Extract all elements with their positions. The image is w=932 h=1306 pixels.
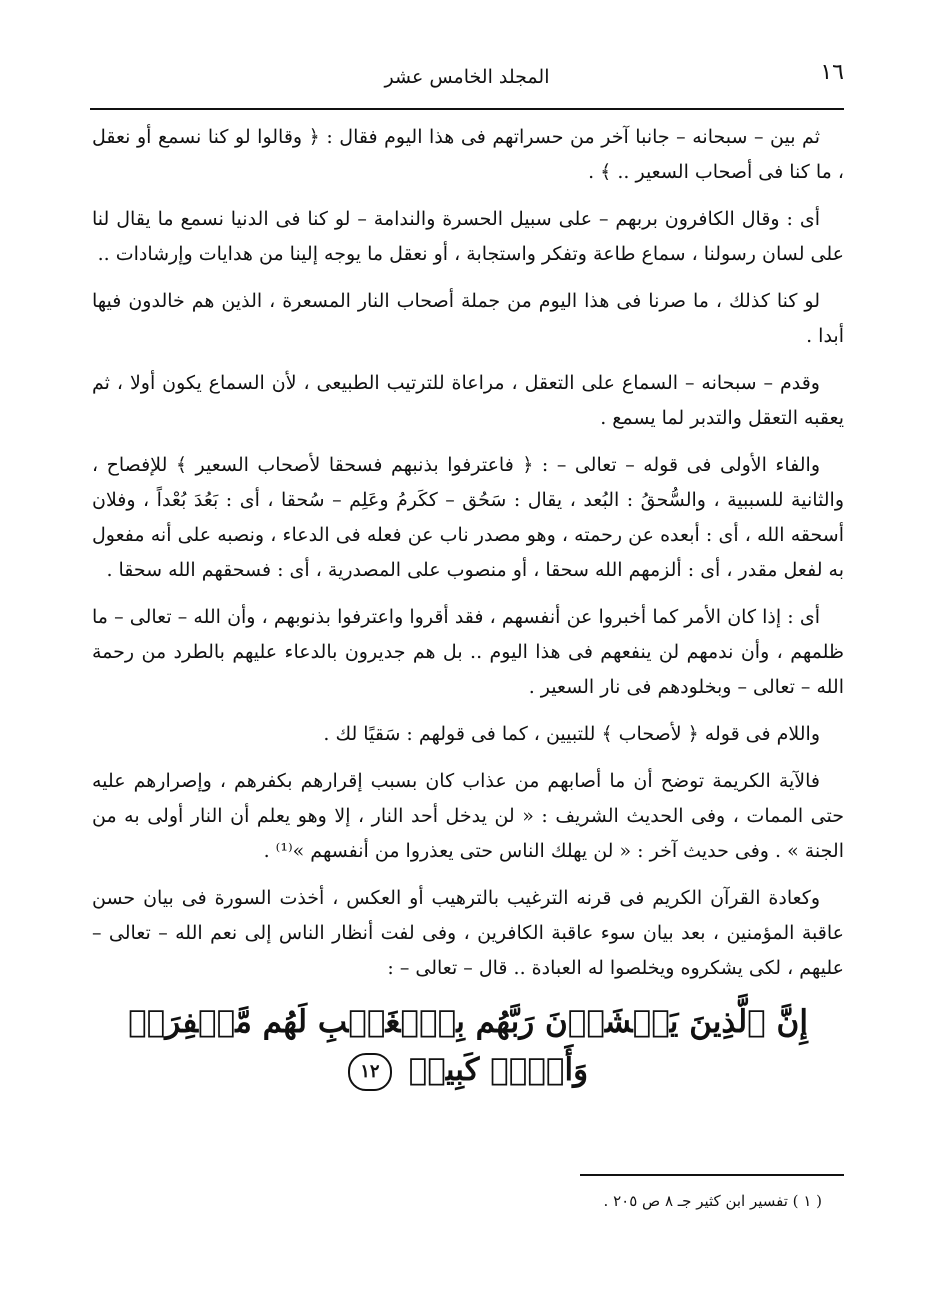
verse-number-marker: ١٢ [348, 1053, 392, 1091]
footnote-divider [580, 1174, 844, 1176]
footnote: ( ١ ) تفسير ابن كثير جـ ٨ ص ٢٠٥ . [603, 1192, 822, 1210]
page-body [92, 120, 844, 1094]
page-number: ١٦ [820, 60, 844, 85]
paragraph: ثم بين – سبحانه – جانبا آخر من حسراتهم فى هذا اليوم فقال : ﴿ وقالوا لو كنا نسمع أو نعقل ، ما كنا فى أصحاب السعير .. ﴾ . [92, 126, 844, 183]
paragraph: لو كنا كذلك ، ما صرنا فى هذا اليوم من جملة أصحاب النار المسعرة ، الذين هم خالدون فيها أبدا . [92, 290, 844, 347]
verse-text: إِنَّ ٱلَّذِينَ يَخۡشَوۡنَ رَبَّهُم بِٱلۡغَيۡبِ لَهُم مَّغۡفِرَةٞ وَأَجۡرٞ كَبِيرٞ [128, 1004, 808, 1088]
page-header [90, 58, 844, 110]
paragraph: فالآية الكريمة توضح أن ما أصابهم من عذاب كان بسبب إقرارهم بكفرهم ، وإصرارهم عليه حتى الممات ، وفى الحديث الشريف : « لن يدخل أحد النار ، إلا وهو يعلم أن النار أولى به من الجنة » . وفى حديث آخر : « لن يهلك الناس حتى يعذروا من أنفسهم »⁽¹⁾ . [92, 770, 844, 862]
paragraph: والفاء الأولى فى قوله – تعالى – : ﴿ فاعترفوا بذنبهم فسحقا لأصحاب السعير ﴾ للإفصاح ، والثانية للسببية ، والسُّحقُ : البُعد ، يقال : سَحُق – ككَرمُ وعَلِم – سُحقا ، أى : بَعُدَ بُعْداً ، وفلان أسحقه الله ، أى : أبعده عن رحمته ، وهو مصدر ناب عن فعله فى الدعاء ، ونصبه على أنه مفعول به لفعل مقدر ، أى : ألزمهم الله سحقا ، أو منصوب على المصدرية ، أى : فسحقهم الله سحقا . [92, 454, 844, 581]
quran-verse [92, 998, 844, 1094]
running-title: المجلد الخامس عشر [384, 66, 550, 88]
paragraph: وكعادة القرآن الكريم فى قرنه الترغيب بالترهيب أو العكس ، أخذت السورة فى بيان حسن عاقبة المؤمنين ، بعد بيان سوء عاقبة الكافرين ، وفى لفت أنظار الناس إلى نعم الله – تعالى – عليهم ، لكى يشكروه ويخلصوا له العبادة .. قال – تعالى – : [92, 887, 844, 979]
paragraph: وقدم – سبحانه – السماع على التعقل ، مراعاة للترتيب الطبيعى ، لأن السماع يكون أولا ، ثم يعقبه التعقل والتدبر لما يسمع . [92, 372, 844, 429]
paragraph: أى : إذا كان الأمر كما أخبروا عن أنفسهم ، فقد أقروا واعترفوا بذنوبهم ، وأن الله – تعالى – ما ظلمهم ، وأن ندمهم لن ينفعهم فى هذا اليوم .. بل هم جديرون بالدعاء عليهم بالطرد من رحمة الله – تعالى – وبخلودهم فى نار السعير . [92, 606, 844, 698]
paragraph: واللام فى قوله ﴿ لأصحاب ﴾ للتبيين ، كما فى قولهم : سَقيًا لك . [323, 723, 820, 745]
paragraph: أى : وقال الكافرون بربهم – على سبيل الحسرة والندامة – لو كنا فى الدنيا نسمع ما يقال لنا على لسان رسولنا ، سماع طاعة وتفكر واستجابة ، أو نعقل ما يوجه إلينا من هدايات وإرشادات .. [92, 208, 844, 265]
